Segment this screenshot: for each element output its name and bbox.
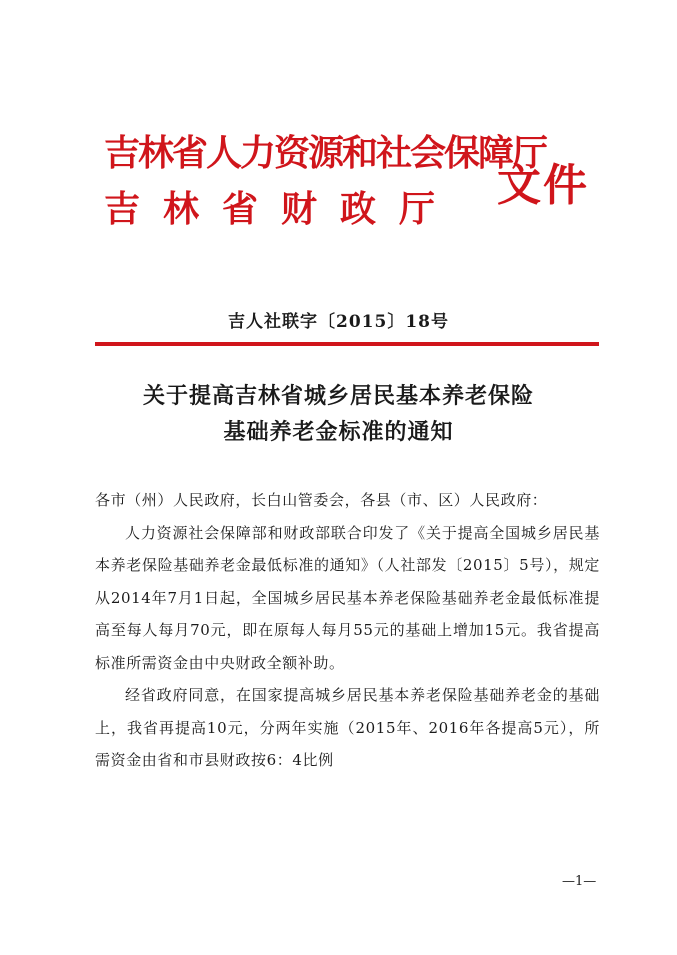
document-title [0,378,677,450]
document-type-label: 文件 [497,160,589,211]
document-number: 吉人社联字〔2015〕18号 [228,312,449,332]
page-number: —1— [562,874,597,889]
title-line-1: 关于提高吉林省城乡居民基本养老保险 [142,383,534,409]
title-line-2: 基础养老金标准的通知 [223,419,454,445]
document-body [95,484,600,777]
body-paragraph-2: 经省政府同意，在国家提高城乡居民基本养老保险基础养老金的基础上，我省再提高10元，分两年实施（2015年、2016年各提高5元），所需资金由省和市县财政按6：4比例 [95,686,600,769]
body-paragraph-1: 人力资源社会保障部和财政部联合印发了《关于提高全国城乡居民基本养老保险基础养老金最低标准的通知》（人社部发〔2015〕5号），规定从2014年7月1日起，全国城乡居民基本养老保险基础养老金最低标准提高至每人每月70元，即在原每人每月55元的基础上增加15元。我省提高标准所需资金由中央财政全额补助。 [95,523,600,672]
salutation: 各市（州）人民政府，长白山管委会，各县（市、区）人民政府： [95,491,548,509]
issuer-finance-department: 吉林省财政厅 [104,188,459,230]
red-header-divider [95,342,599,346]
issuer-hrss-department: 吉林省人力资源和社会保障厅 [104,132,547,174]
